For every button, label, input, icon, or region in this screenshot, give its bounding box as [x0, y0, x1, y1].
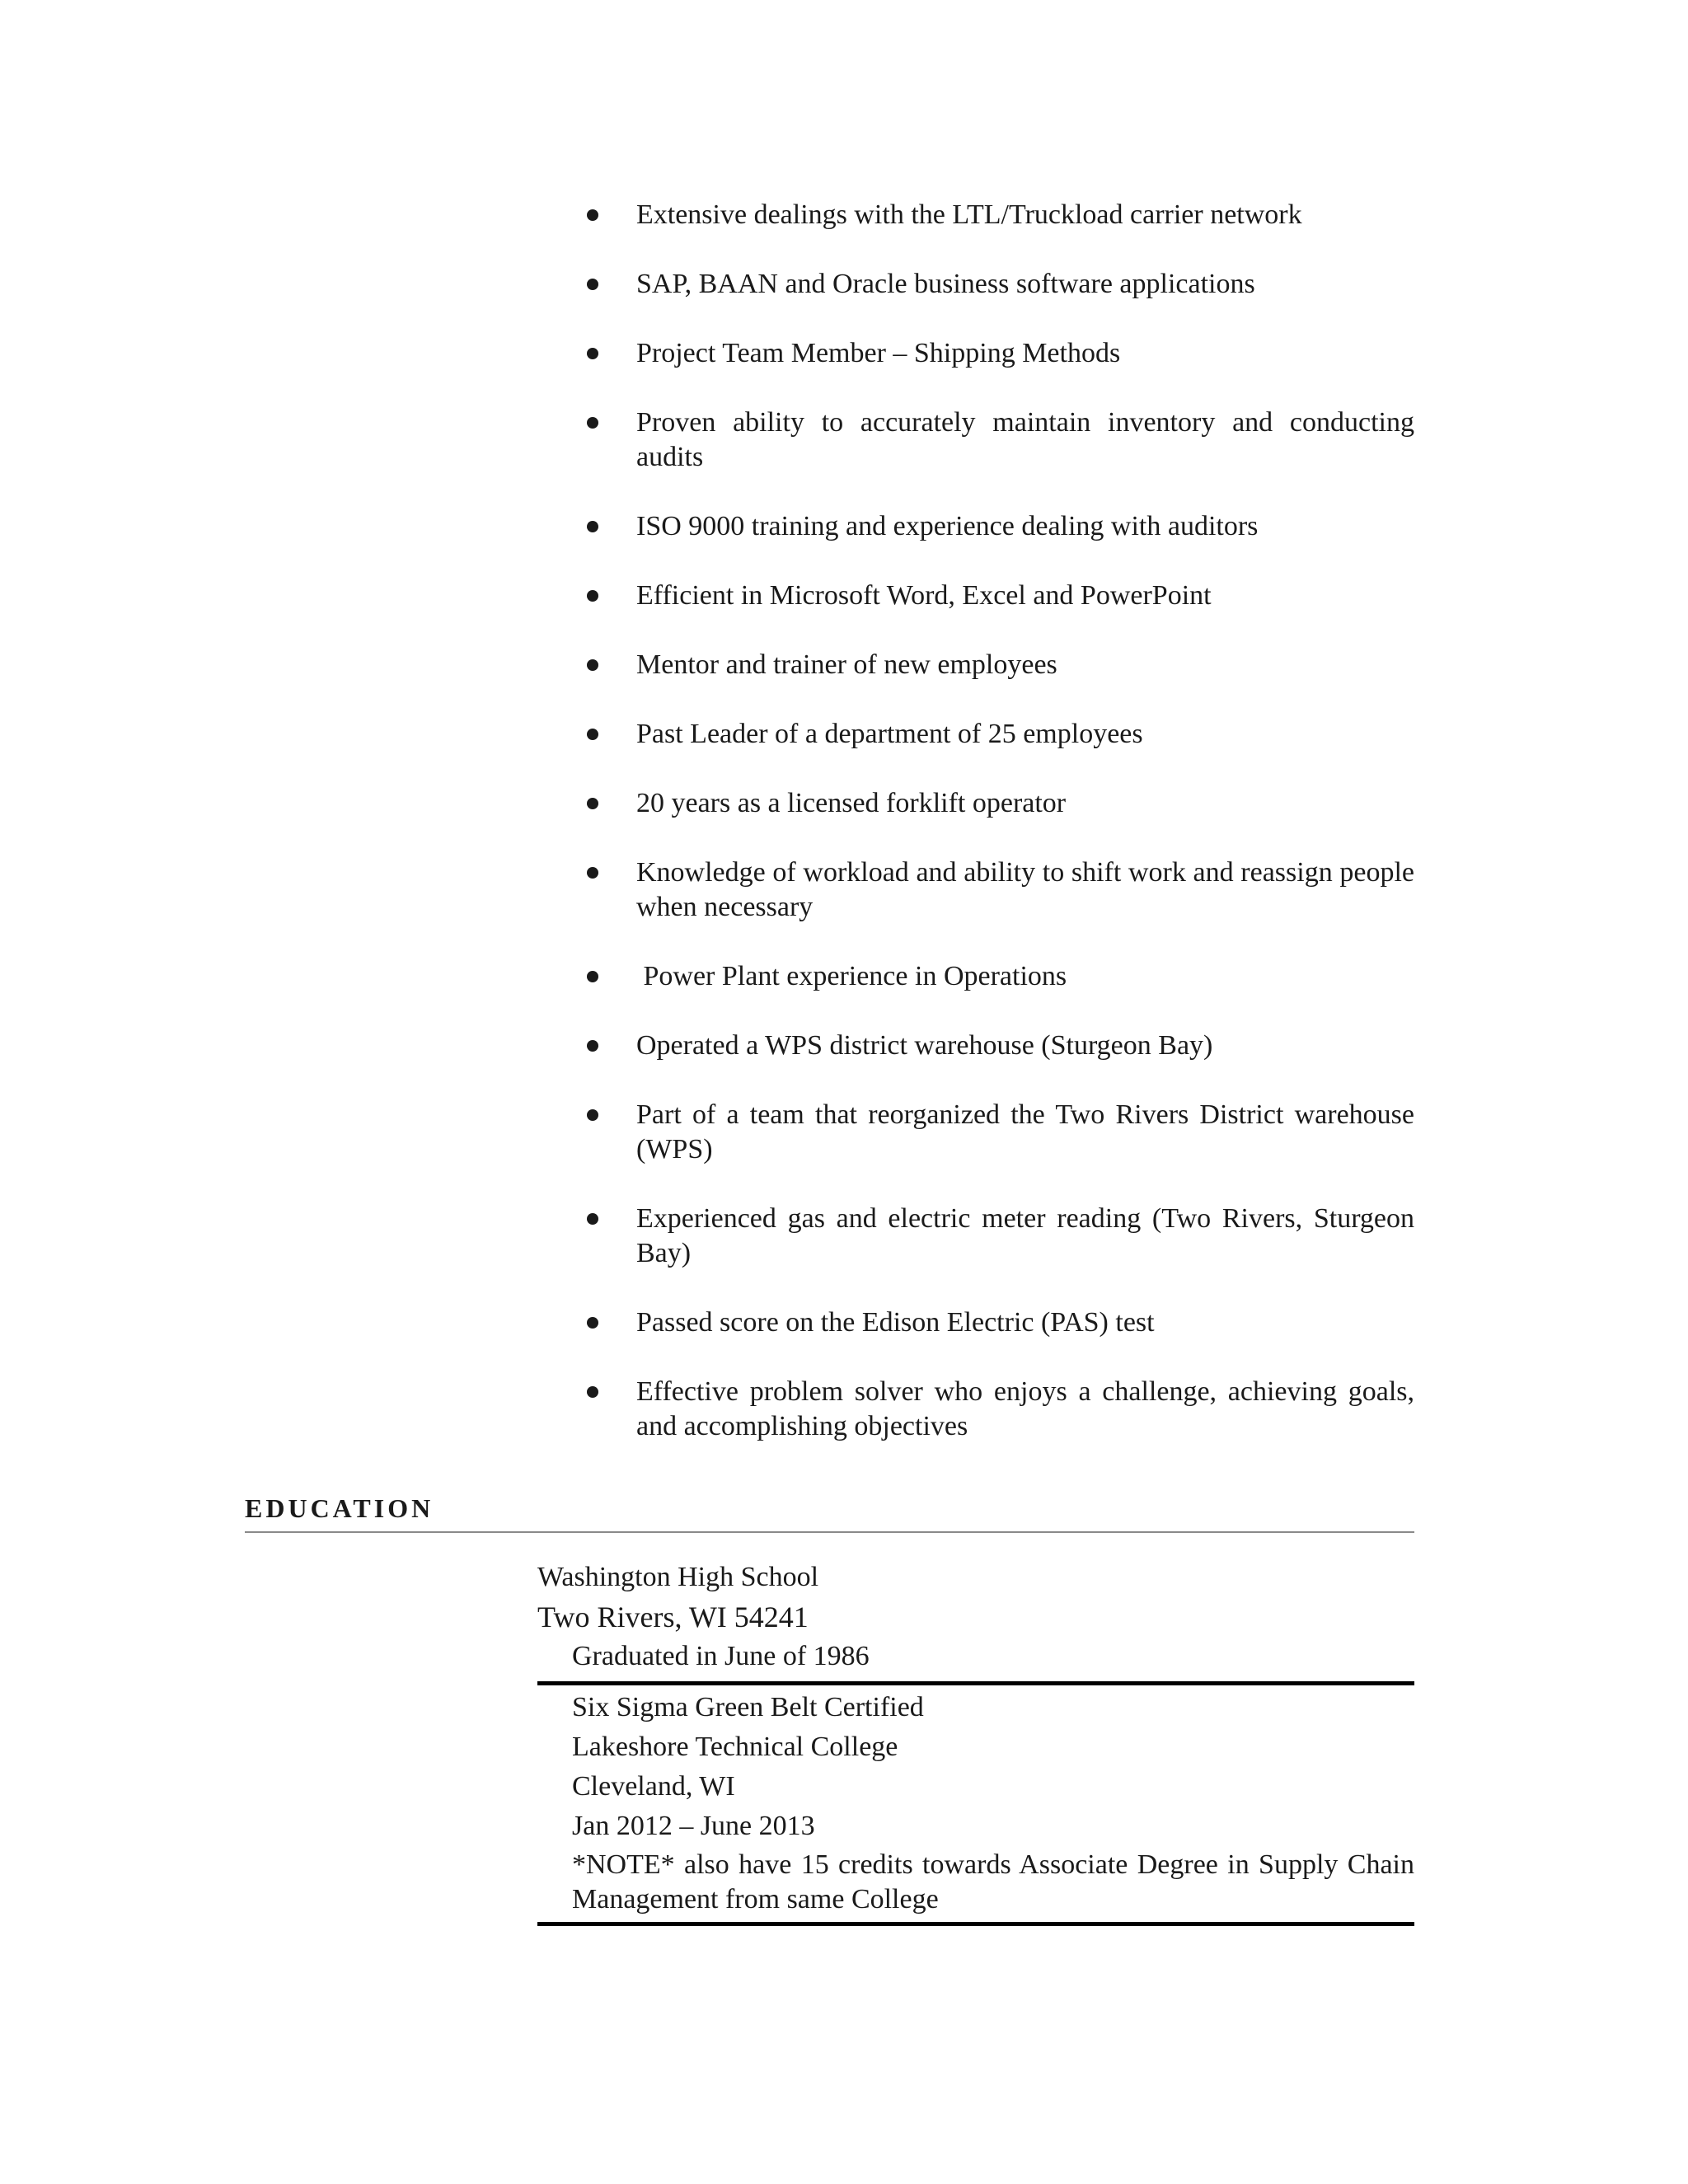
- bullet-icon: [587, 1213, 598, 1225]
- skill-text: SAP, BAAN and Oracle business software applications: [636, 269, 1255, 299]
- skill-text: Knowledge of workload and ability to shift work and reassign people when necessary: [636, 857, 1414, 922]
- skill-item: [587, 1029, 1414, 1063]
- skill-text: Part of a team that reorganized the Two Rivers District warehouse (WPS): [636, 1099, 1414, 1165]
- skill-item: [587, 1305, 1414, 1340]
- school-location: Two Rivers, WI 54241: [537, 1601, 809, 1633]
- certification-dates: Jan 2012 – June 2013: [572, 1811, 815, 1841]
- skill-text: Operated a WPS district warehouse (Sturgeon Bay): [636, 1030, 1213, 1061]
- education-note: *NOTE* also have 15 credits towards Associate Degree in Supply Chain Management from same College: [572, 1849, 1414, 1915]
- skill-text: Power Plant experience in Operations: [636, 961, 1067, 991]
- skills-list: [587, 198, 1414, 1479]
- bullet-icon: [587, 659, 598, 671]
- bullet-icon: [587, 1317, 598, 1329]
- skill-text: Passed score on the Edison Electric (PAS) test: [636, 1307, 1155, 1338]
- skill-text: Extensive dealings with the LTL/Truckload carrier network: [636, 199, 1302, 230]
- certification-title: Six Sigma Green Belt Certified: [572, 1692, 924, 1722]
- graduation-date: Graduated in June of 1986: [572, 1641, 870, 1671]
- skill-item: [587, 405, 1414, 475]
- skill-text: Experienced gas and electric meter reading (Two Rivers, Sturgeon Bay): [636, 1203, 1414, 1268]
- bullet-icon: [587, 590, 598, 602]
- skill-item: [587, 717, 1414, 752]
- skill-item: [587, 579, 1414, 613]
- skill-text: Effective problem solver who enjoys a challenge, achieving goals, and accomplishing objectives: [636, 1376, 1414, 1441]
- skill-item: [587, 959, 1414, 994]
- college-location: Cleveland, WI: [572, 1771, 735, 1802]
- bullet-icon: [587, 867, 598, 879]
- skill-text: Project Team Member – Shipping Methods: [636, 338, 1121, 368]
- skill-item: [587, 1375, 1414, 1444]
- education-entry-high-school: [537, 1558, 1414, 1685]
- bullet-icon: [587, 209, 598, 221]
- skill-text: Efficient in Microsoft Word, Excel and PowerPoint: [636, 580, 1212, 611]
- bullet-icon: [587, 417, 598, 429]
- college-name: Lakeshore Technical College: [572, 1732, 898, 1762]
- skill-text: Mentor and trainer of new employees: [636, 649, 1057, 680]
- education-heading: EDUCATION: [245, 1493, 434, 1523]
- skill-item: [587, 509, 1414, 544]
- skill-item: [587, 855, 1414, 925]
- bullet-icon: [587, 798, 598, 809]
- school-name: Washington High School: [537, 1562, 819, 1592]
- education-section-header: [245, 1492, 1414, 1533]
- skill-text: ISO 9000 training and experience dealing with auditors: [636, 511, 1259, 541]
- bullet-icon: [587, 971, 598, 982]
- skill-text: 20 years as a licensed forklift operator: [636, 788, 1067, 818]
- skill-item: [587, 336, 1414, 371]
- bullet-icon: [587, 729, 598, 740]
- bullet-icon: [587, 1386, 598, 1398]
- bullet-icon: [587, 279, 598, 290]
- skill-item: [587, 786, 1414, 821]
- skill-text: Proven ability to accurately maintain inventory and conducting audits: [636, 407, 1414, 472]
- education-entry-certification: [537, 1688, 1414, 1926]
- bullet-icon: [587, 348, 598, 359]
- skill-item: [587, 1202, 1414, 1271]
- skill-text: Past Leader of a department of 25 employees: [636, 719, 1143, 749]
- skill-item: [587, 648, 1414, 682]
- skill-item: [587, 198, 1414, 232]
- skill-item: [587, 267, 1414, 302]
- bullet-icon: [587, 1109, 598, 1121]
- bullet-icon: [587, 1040, 598, 1052]
- bullet-icon: [587, 521, 598, 532]
- skill-item: [587, 1098, 1414, 1167]
